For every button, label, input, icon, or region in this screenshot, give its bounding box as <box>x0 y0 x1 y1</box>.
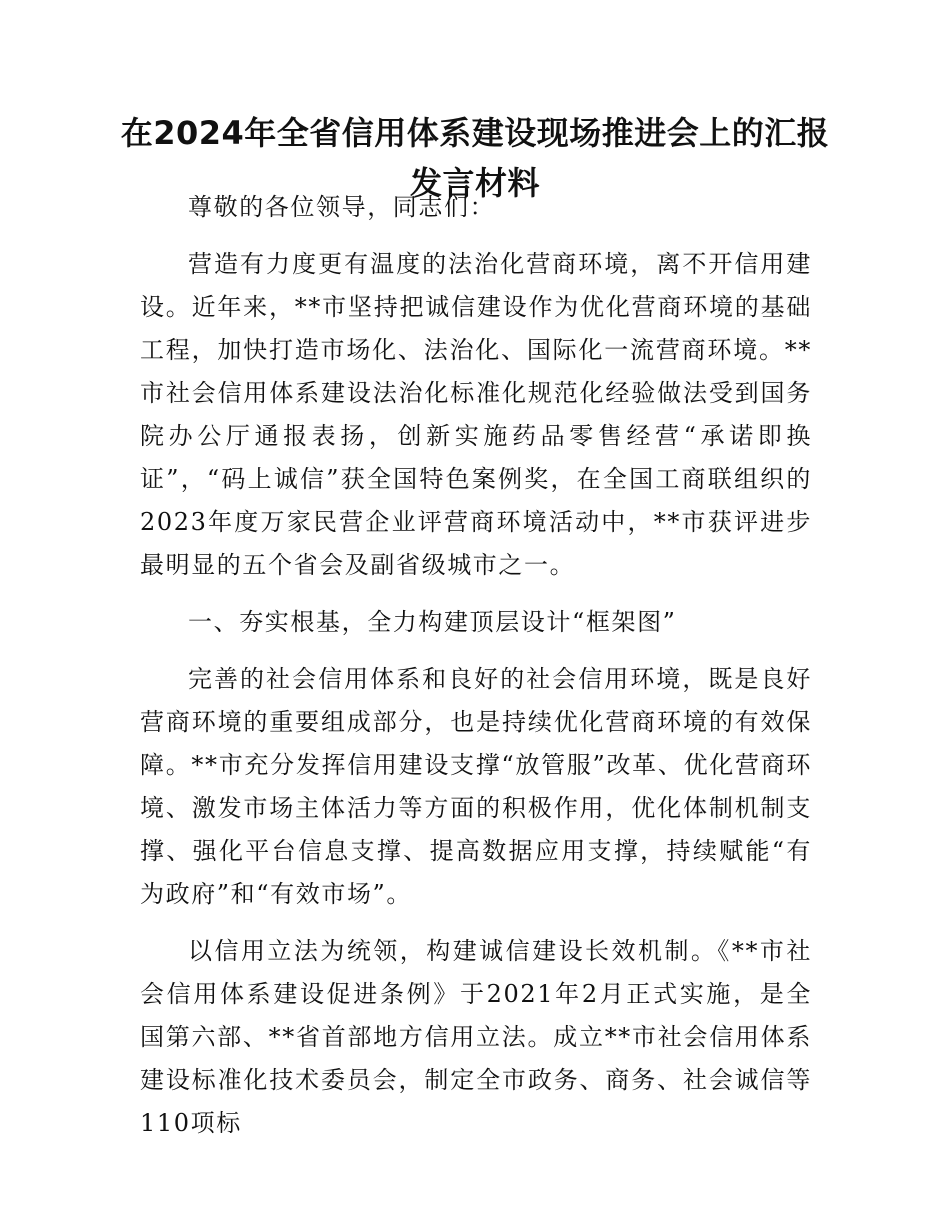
document-title: 在2024年全省信用体系建设现场推进会上的汇报发言材料 <box>120 114 830 202</box>
paragraph-legislation: 以信用立法为统领，构建诚信建设长效机制。《**市社会信用体系建设促进条例》于2021年2月正式实施，是全国第六部、**省首部地方信用立法。成立**市社会信用体系建设标准化技术委员会，制定全市政务、商务、社会诚信等110项标 <box>140 937 812 1137</box>
greeting: 尊敬的各位领导，同志们： <box>188 193 496 221</box>
paragraph-intro: 营造有力度更有温度的法治化营商环境，离不开信用建设。近年来，**市坚持把诚信建设作为优化营商环境的基础工程，加快打造市场化、法治化、国际化一流营商环境。**市社会信用体系建设法治化标准化规范化经验做法受到国务院办公厅通报表扬，创新实施药品零售经营“承诺即换证”，“码上诚信”获全国特色案例奖，在全国工商联组织的2023年度万家民营企业评营商环境活动中，**市获评进步最明显的五个省会及副省级城市之一。 <box>140 250 812 579</box>
document-body <box>140 186 812 1159</box>
section-heading: 一、夯实根基，全力构建顶层设计“框架图” <box>188 608 677 636</box>
paragraph-section-1: 完善的社会信用体系和良好的社会信用环境，既是良好营商环境的重要组成部分，也是持续优化营商环境的有效保障。**市充分发挥信用建设支撑“放管服”改革、优化营商环境、激发市场主体活力等方面的积极作用，优化体制机制支撑、强化平台信息支撑、提高数据应用支撑，持续赋能“有为政府”和“有效市场”。 <box>140 665 812 908</box>
